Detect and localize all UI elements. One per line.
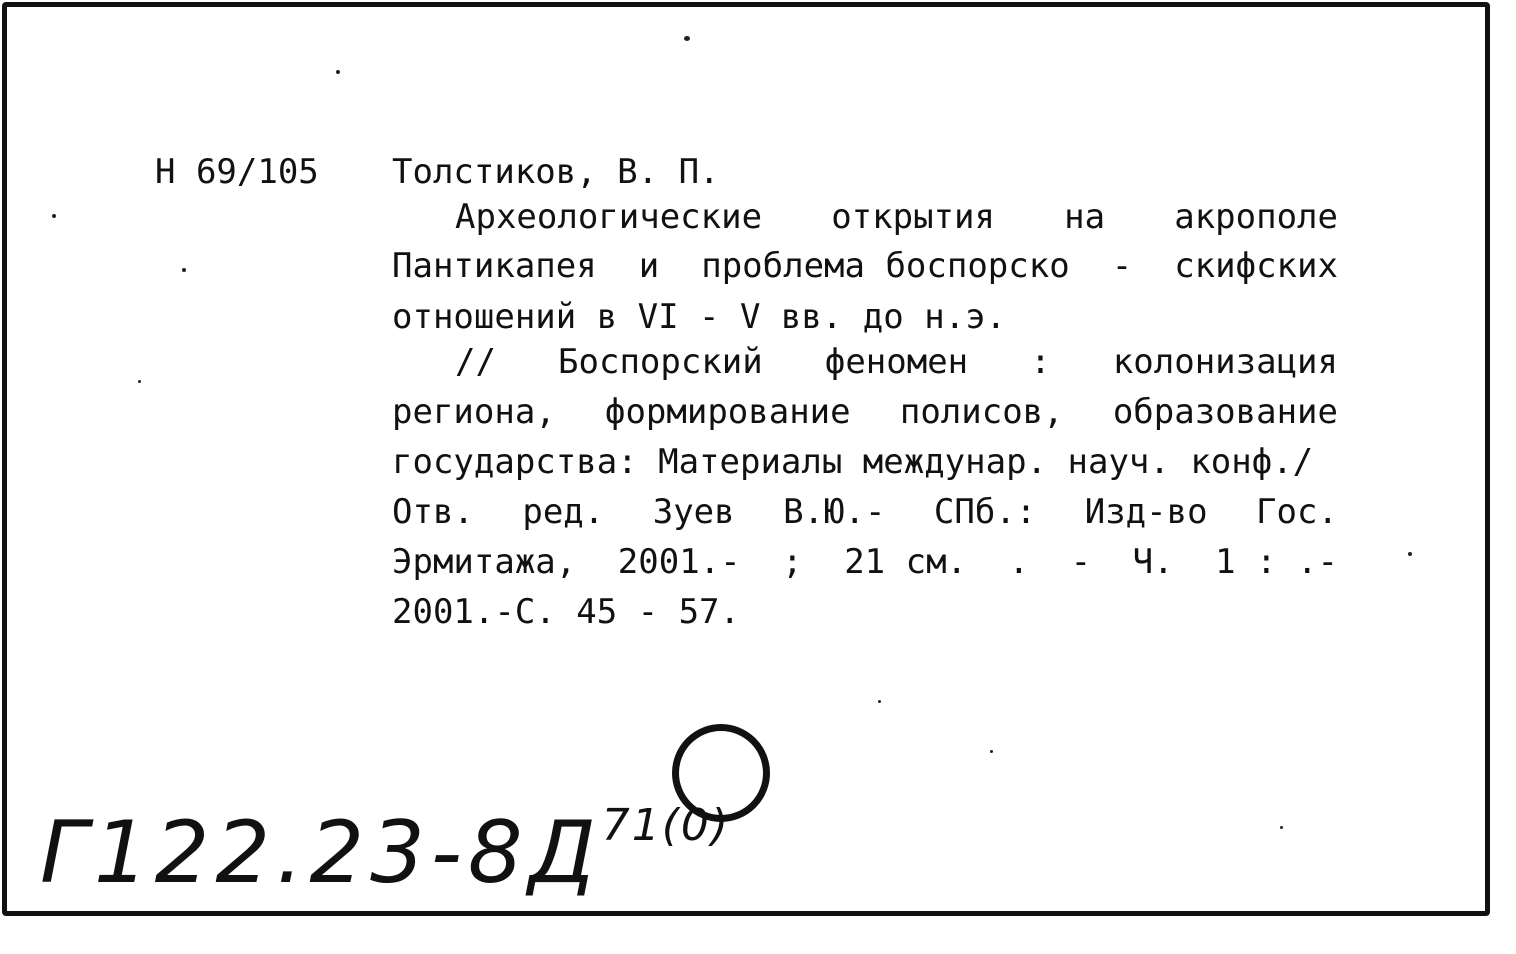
source-line-1	[455, 342, 1338, 382]
word: Изд-во	[1084, 492, 1208, 532]
word: Археологические	[455, 197, 763, 237]
word: Эрмитажа,	[392, 542, 577, 582]
word: Пантикапея	[392, 246, 597, 286]
word: Боспорский	[558, 342, 763, 382]
word: .	[1008, 542, 1030, 582]
word: проблема боспорско	[701, 246, 1070, 286]
word: 1 : .-	[1215, 542, 1338, 582]
scan-speck	[138, 380, 141, 383]
source-line-6: 2001.-С. 45 - 57.	[392, 592, 740, 632]
word: В.Ю.-	[783, 492, 886, 532]
word: ;	[782, 542, 803, 582]
handwritten-classification-code	[40, 800, 730, 903]
scan-speck	[336, 70, 340, 74]
word: Отв.	[392, 492, 474, 532]
word: Ч.	[1132, 542, 1174, 582]
title-line-1	[455, 197, 1338, 237]
word: образование	[1112, 392, 1338, 432]
source-line-2	[392, 392, 1338, 432]
word: 21 см.	[844, 542, 968, 582]
scan-speck	[52, 214, 56, 218]
word: колонизация	[1112, 342, 1338, 382]
word: и	[638, 246, 660, 286]
word: открытия	[831, 197, 995, 237]
shelfmark: Н 69/105	[155, 152, 319, 192]
word: ред.	[522, 492, 605, 532]
code-main: Г122.23-8Д	[40, 803, 602, 903]
word: 2001.-	[617, 542, 741, 582]
word: Зуев	[652, 492, 735, 532]
word: :	[1030, 342, 1051, 382]
author: Толстиков, В. П.	[392, 152, 720, 192]
word: полисов,	[899, 392, 1064, 432]
scan-speck	[878, 700, 881, 703]
word: -	[1111, 246, 1133, 286]
word: скифских	[1174, 246, 1338, 286]
source-line-4	[392, 492, 1338, 532]
scan-speck	[684, 36, 690, 41]
source-line-5	[392, 542, 1338, 582]
word: Гос.	[1256, 492, 1338, 532]
word: //	[455, 342, 496, 382]
word: СПб.:	[933, 492, 1037, 532]
word: -	[1070, 542, 1092, 582]
title-line-3: отношений в VI - V вв. до н.э.	[392, 297, 1007, 337]
word: на	[1064, 197, 1106, 237]
code-superscript: 71(0)	[601, 800, 731, 851]
source-line-3: государства: Материалы междунар. науч. конф./	[392, 442, 1314, 482]
scan-speck	[182, 268, 186, 272]
scan-speck	[990, 750, 993, 753]
word: феномен	[824, 342, 969, 382]
title-line-2	[392, 246, 1338, 286]
word: региона,	[392, 392, 556, 432]
scan-speck	[1280, 826, 1283, 829]
word: акрополе	[1174, 197, 1338, 237]
scan-speck	[1408, 552, 1412, 556]
word: формирование	[604, 392, 851, 432]
